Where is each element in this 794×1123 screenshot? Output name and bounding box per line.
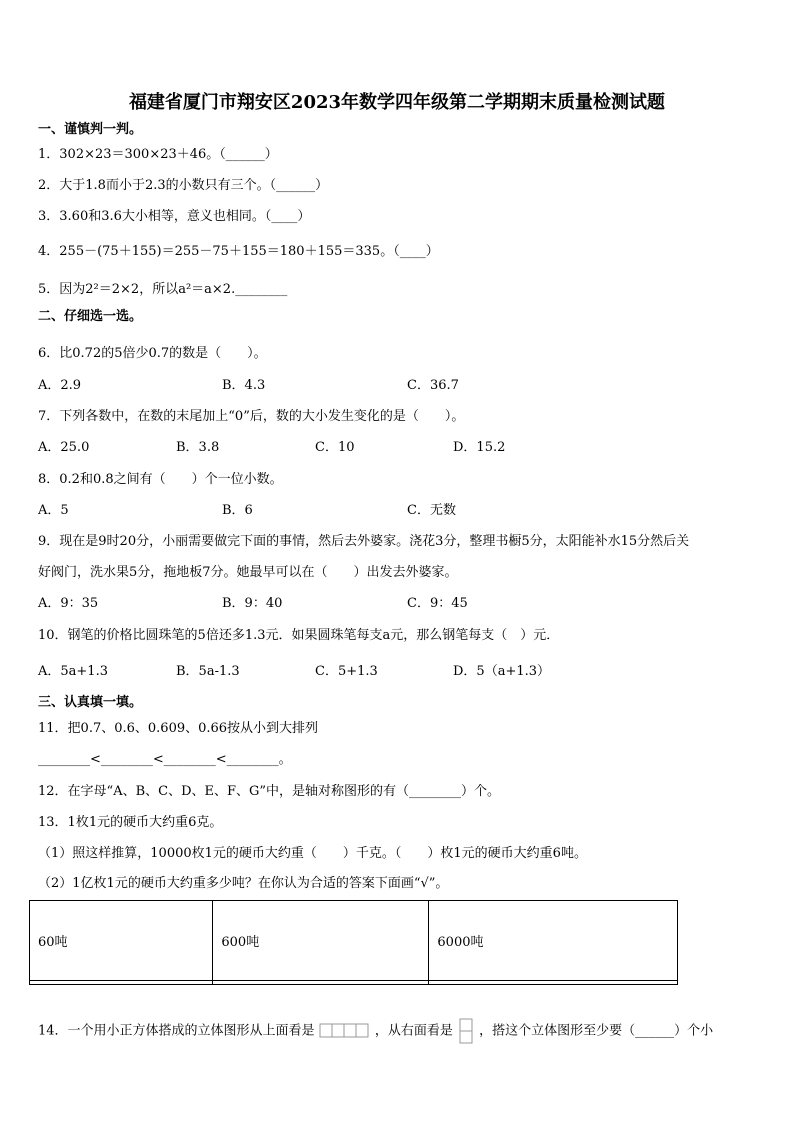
q8-option-b: B．6	[222, 503, 253, 518]
answer-table-empty-row	[30, 981, 678, 985]
answer-table	[29, 900, 678, 985]
question-8: 8．0.2和0.8之间有（ ）个一位小数。	[38, 472, 283, 487]
question-3: 3．3.60和3.6大小相等，意义也相同。（____）	[38, 209, 311, 224]
question-13-part-1: （1）照这样推算，10000枚1元的硬币大约重（ ）千克。（ ）枚1元的硬币大约重6吨。	[38, 846, 587, 861]
answer-table-header-cell: 60吨	[30, 901, 213, 981]
question-9-line-2: 好阀门，洗水果5分，拖地板7分。她最早可以在（ ）出发去外婆家。	[38, 565, 458, 580]
section-heading-fill: 三、认真填一填。	[38, 695, 143, 710]
q6-option-a: A．2.9	[38, 378, 82, 393]
q7-option-c: C．10	[315, 440, 355, 455]
question-14-text-2: ，从右面看是	[374, 1023, 453, 1039]
question-10: 10．钢笔的价格比圆珠笔的5倍还多1.3元．如果圆珠笔每支a元，那么钢笔每支（ ）元．	[38, 628, 560, 643]
q9-option-b: B．9：40	[222, 596, 283, 611]
section-heading-judge: 一、谨慎判一判。	[38, 122, 143, 137]
q6-option-c: C．36.7	[407, 378, 459, 393]
answer-table-header-cell: 600吨	[213, 901, 429, 981]
answer-table-empty-cell	[429, 981, 678, 985]
answer-table-header-cell: 6000吨	[429, 901, 678, 981]
q10-option-d: D．5（a+1.3）	[453, 664, 551, 679]
answer-table-header-row	[30, 901, 678, 981]
page-title: 福建省厦门市翔安区2023年数学四年级第二学期期末质量检测试题	[128, 92, 666, 113]
q6-option-b: B．4.3	[222, 378, 266, 393]
answer-table-empty-cell	[213, 981, 429, 985]
answer-table-empty-cell	[30, 981, 213, 985]
question-14-text-1: 14．一个用小正方体搭成的立体图形从上面看是	[38, 1023, 315, 1039]
q9-option-c: C．9：45	[407, 596, 468, 611]
q10-option-a: A．5a+1.3	[38, 664, 108, 679]
question-2: 2．大于1.8而小于2.3的小数只有三个。（______）	[38, 178, 329, 193]
question-11-blanks: ________<________<________<________。	[38, 752, 292, 767]
q7-option-a: A．25.0	[38, 440, 90, 455]
question-7: 7．下列各数中，在数的末尾加上“0”后，数的大小发生变化的是（ ）。	[38, 409, 465, 424]
q10-option-c: C．5+1.3	[315, 664, 378, 679]
question-14	[38, 1018, 713, 1044]
q7-option-b: B．3.8	[176, 440, 220, 455]
question-9-line-1: 9．现在是9时20分，小丽需要做完下面的事情，然后去外婆家。浇花3分，整理书橱5分，太阳能补水15分然后关	[38, 534, 690, 549]
q8-option-a: A．5	[38, 503, 69, 518]
question-6: 6．比0.72的5倍少0.7的数是（ ）。	[38, 346, 267, 361]
q10-option-b: B．5a-1.3	[176, 664, 240, 679]
question-14-text-3: ，搭这个立体图形至少要（______）个小	[479, 1023, 714, 1039]
question-1: 1．302×23＝300×23＋46。（______）	[38, 147, 278, 162]
q7-option-d: D．15.2	[453, 440, 506, 455]
right-view-figure	[457, 1018, 475, 1044]
question-11: 11．把0.7、0.6、0.609、0.66按从小到大排列	[38, 721, 319, 736]
top-view-figure	[319, 1023, 371, 1039]
question-12: 12．在字母“A、B、C、D、E、F、G”中，是轴对称图形的有（________）个。	[38, 784, 501, 799]
question-13: 13．1枚1元的硬币大约重6克。	[38, 815, 223, 830]
q9-option-a: A．9：35	[38, 596, 99, 611]
question-5: 5．因为2²＝2×2，所以a²＝a×2.________	[38, 282, 288, 297]
question-13-part-2: （2）1亿枚1元的硬币大约重多少吨？在你认为合适的答案下面画“√”。	[38, 876, 449, 891]
question-4: 4．255－(75＋155)＝255－75＋155＝180＋155＝335。（____）	[38, 244, 439, 259]
section-heading-choose: 二、仔细选一选。	[38, 309, 143, 324]
q8-option-c: C．无数	[407, 503, 456, 518]
